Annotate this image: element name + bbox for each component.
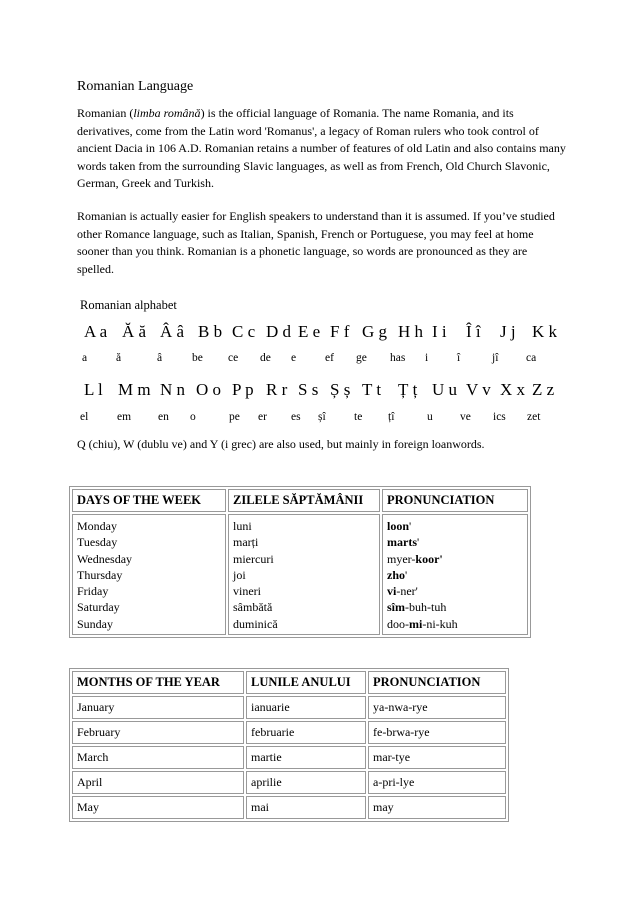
alphabet-sound-1: el: [80, 411, 89, 423]
alphabet-sound-10: țî: [388, 411, 395, 423]
days-english-column: [72, 514, 226, 635]
alphabet-sound-7: es: [291, 411, 301, 423]
day-pronunciation: loon': [387, 519, 412, 533]
day-english: Thursday: [77, 567, 123, 582]
months-header-english: MONTHS OF THE YEAR: [72, 671, 244, 694]
day-pronunciation: vi-ner': [387, 584, 418, 599]
table-row: [72, 746, 506, 769]
alphabet-sound-3: en: [158, 411, 169, 423]
days-romanian-column: [228, 514, 380, 635]
alphabet-sound-13: ics: [493, 411, 506, 423]
intro-italic-term: limba română: [133, 106, 201, 120]
day-pronunciation: myer-koor': [387, 551, 443, 566]
alphabet-letter-2: Ă ă: [122, 322, 147, 341]
alphabet-sound-9: ge: [356, 352, 367, 364]
day-romanian: vineri: [233, 584, 261, 599]
months-header-romanian: LUNILE ANULUI: [246, 671, 366, 694]
day-romanian: marți: [233, 535, 259, 550]
alphabet-sound-5: ce: [228, 352, 239, 364]
alphabet-sound-9: te: [354, 411, 363, 423]
alphabet-letter-10: Ț ț: [398, 380, 418, 399]
days-header-english: DAYS OF THE WEEK: [72, 489, 226, 512]
alphabet-sound-6: de: [260, 352, 271, 364]
alphabet-sound-14: ca: [526, 352, 537, 364]
alphabet-sound-13: jî: [492, 352, 499, 364]
day-english: Friday: [77, 584, 109, 599]
alphabet-letter-9: T t: [362, 380, 382, 399]
day-pronunciation: zho': [387, 567, 408, 582]
alphabet-sound-2: em: [117, 411, 132, 423]
alphabet-sound-11: i: [425, 352, 429, 364]
table-row: [72, 771, 506, 794]
day-romanian: duminică: [233, 616, 278, 631]
month-romanian: mai: [246, 796, 366, 819]
alphabet-sound-8: ef: [325, 352, 334, 364]
alphabet-letter-7: S s: [298, 380, 319, 399]
month-english: March: [72, 746, 244, 769]
alphabet-letter-3: N n: [160, 380, 186, 399]
day-romanian: sâmbătă: [233, 600, 273, 615]
month-romanian: ianuarie: [246, 696, 366, 719]
alphabet-letter-7: E e: [298, 322, 321, 341]
months-table-header: [72, 671, 506, 694]
days-header-pronunciation: PRONUNCIATION: [382, 489, 528, 512]
alphabet-letter-11: U u: [432, 380, 458, 399]
month-romanian: aprilie: [246, 771, 366, 794]
alphabet-sound-4: be: [192, 352, 203, 364]
months-of-year-table: [69, 668, 509, 822]
day-romanian: miercuri: [233, 551, 274, 566]
alphabet-letter-8: F f: [330, 322, 350, 341]
table-row: [72, 721, 506, 744]
alphabet-letter-14: Z z: [532, 380, 555, 399]
alphabet-letter-6: D d: [266, 322, 292, 341]
day-english: Monday: [77, 519, 117, 533]
month-english: January: [72, 696, 244, 719]
document-title: Romanian Language: [77, 79, 194, 94]
alphabet-letter-11: I i: [432, 322, 447, 341]
alphabet-letter-3: Â â: [160, 322, 185, 341]
alphabet-letter-1: A a: [84, 322, 108, 341]
alphabet-letter-6: R r: [266, 380, 288, 399]
days-of-week-table: [69, 486, 531, 638]
day-pronunciation: sîm-buh-tuh: [387, 600, 447, 615]
months-header-pronunciation: PRONUNCIATION: [368, 671, 506, 694]
alphabet-sound-8: șî: [318, 411, 326, 423]
alphabet-sound-4: o: [190, 411, 196, 423]
alphabet-sound-3: â: [157, 352, 163, 364]
alphabet-letter-1: L l: [84, 380, 103, 399]
intro-text-rest: ) is the official language of Romania. The name Romania, and its derivatives, come from the Latin word 'Romanus', a legacy of Roman rulers who took control of ancient Dacia in 106 A.D. Romanian retains a number of features of old Latin and also contains many words taken from the surrounding Slavic languages, as well as from French, Old Church Slavonic, German, Greek and Turkish.: [77, 106, 566, 190]
alphabet-letter-9: G g: [362, 322, 388, 341]
day-english: Wednesday: [77, 551, 133, 566]
alphabet-letter-14: K k: [532, 322, 558, 341]
alphabet-letter-12: Î î: [466, 322, 481, 341]
day-english: Saturday: [77, 600, 120, 615]
alphabet-letter-8: Ș ș: [330, 380, 351, 399]
alphabet-sound-10: has: [390, 352, 406, 364]
month-english: April: [72, 771, 244, 794]
alphabet-letter-12: V v: [466, 380, 491, 399]
alphabet-letter-10: H h: [398, 322, 424, 341]
alphabet-letter-4: O o: [196, 380, 222, 399]
day-pronunciation: marts': [387, 535, 420, 550]
day-romanian: luni: [233, 519, 252, 533]
month-pronunciation: ya-nwa-rye: [368, 696, 506, 719]
month-pronunciation: mar-tye: [368, 746, 506, 769]
alphabet-sound-7: e: [291, 352, 297, 364]
days-header-romanian: ZILELE SĂPTĂMÂNII: [228, 489, 380, 512]
table-row: [72, 696, 506, 719]
alphabet-letter-13: X x: [500, 380, 526, 399]
days-table-body: [72, 514, 528, 635]
day-romanian: joi: [233, 567, 246, 582]
month-pronunciation: a-pri-lye: [368, 771, 506, 794]
intro-text-start: Romanian (: [77, 106, 134, 120]
days-pronunciation-column: [382, 514, 528, 635]
second-paragraph: Romanian is actually easier for English speakers to understand than it is assumed. If you’ve studied other Romance language, such as Italian, Spanish, French or Portuguese, you may feel at home sooner than you think. Romanian is a phonetic language, so words are pronounced as they are spelled.: [77, 209, 555, 276]
alphabet-title: Romanian alphabet: [80, 298, 177, 312]
alphabet-sound-12: ve: [460, 411, 471, 423]
day-english: Sunday: [77, 616, 113, 631]
intro-paragraph: [77, 105, 567, 193]
month-romanian: februarie: [246, 721, 366, 744]
alphabet-letter-13: J j: [500, 322, 516, 341]
days-table-header: [72, 489, 528, 512]
alphabet-sound-2: ă: [116, 352, 122, 364]
month-romanian: martie: [246, 746, 366, 769]
alphabet-sound-5: pe: [229, 411, 240, 423]
month-english: May: [72, 796, 244, 819]
alphabet-sound-11: u: [427, 411, 433, 423]
alphabet-letter-5: C c: [232, 322, 256, 341]
alphabet-sound-6: er: [258, 411, 267, 423]
month-pronunciation: may: [368, 796, 506, 819]
alphabet-letter-4: B b: [198, 322, 223, 341]
table-row: [72, 796, 506, 819]
alphabet-letter-5: P p: [232, 380, 254, 399]
alphabet-letter-2: M m: [118, 380, 151, 399]
alphabet-sound-12: î: [457, 352, 461, 364]
alphabet-sound-1: a: [82, 352, 88, 364]
month-pronunciation: fe-brwa-rye: [368, 721, 506, 744]
alphabet-sound-14: zet: [527, 411, 541, 423]
alphabet-note: Q (chiu), W (dublu ve) and Y (i grec) are also used, but mainly in foreign loanwords.: [77, 437, 485, 451]
day-english: Tuesday: [77, 535, 118, 550]
day-pronunciation: doo-mi-ni-kuh: [387, 616, 458, 631]
month-english: February: [72, 721, 244, 744]
